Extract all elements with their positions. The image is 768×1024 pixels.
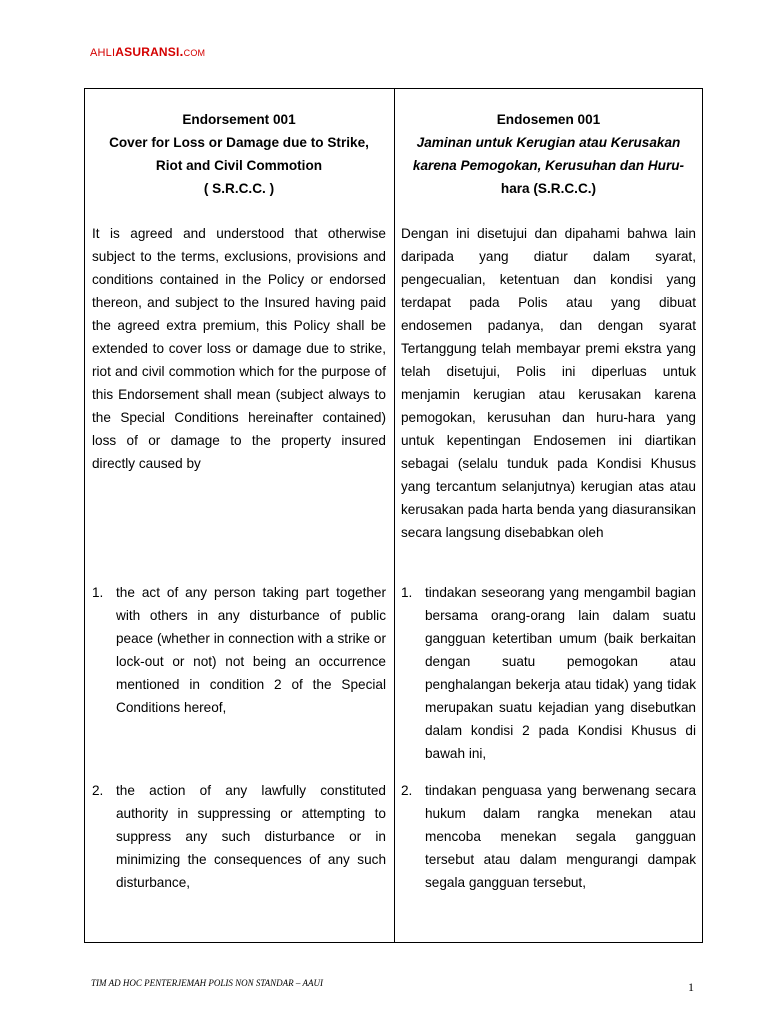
column-divider (394, 89, 395, 942)
item-text: tindakan penguasa yang berwenang secara hukum dalam rangka menekan atau mencoba menekan segala gangguan tersebut atau dalam mengurangi dampak segala gangguan tersebut, (425, 783, 696, 890)
english-heading (92, 89, 386, 200)
english-subtitle-line1: Cover for Loss or Damage due to Strike, (109, 135, 369, 150)
english-item-1 (92, 581, 386, 765)
item-number: 2. (401, 783, 413, 798)
item-text: tindakan seseorang yang mengambil bagian bersama orang-orang lain dalam suatu gangguan ketertiban umum (baik berkaitan dengan suatu pemogokan atau penghalangan bekerja atau tidak) yang tidak merupakan suatu kejadian yang disebutkan dalam kondisi 2 pada Kondisi Khusus di bawah ini, (425, 585, 696, 761)
english-subtitle-line2: Riot and Civil Commotion (155, 158, 323, 173)
logo-dot: . (179, 43, 184, 59)
indonesian-subtitle-line3: hara (S.R.C.C.) (500, 181, 597, 196)
english-body: It is agreed and understood that otherwise subject to the terms, exclusions, provisions and conditions contained in the Policy or endorsed thereon, and subject to the Insured having paid the agreed extra premium, this Policy shall be extended to cover loss or damage due to strike, riot and civil commotion which for the purpose of this Endorsement shall mean (subject always to the Special Conditions hereinafter contained) loss of or damage to the property insured directly caused by (92, 226, 386, 471)
bilingual-table (84, 88, 703, 943)
indonesian-column (401, 89, 696, 894)
logo-part1: AHLI (90, 47, 116, 59)
indonesian-subtitle-line2: karena Pemogokan, Kerusuhan dan Huru- (412, 158, 685, 173)
item-number: 2. (92, 783, 104, 798)
item-number: 1. (401, 585, 413, 600)
item-number: 1. (92, 585, 104, 600)
indonesian-item-1 (401, 581, 696, 765)
english-column (92, 89, 386, 894)
indonesian-subtitle-line1: Jaminan untuk Kerugian atau Kerusakan (416, 135, 681, 150)
item-text: the action of any lawfully constituted authority in suppressing or attempting to suppress any such disturbance or in minimizing the consequences of any such disturbance, (116, 783, 386, 890)
logo-part2: ASURANSI (115, 45, 180, 59)
english-title: Endorsement 001 (182, 112, 296, 127)
footer-text: TIM AD HOC PENTERJEMAH POLIS NON STANDAR – AAUI (91, 978, 323, 988)
site-logo (90, 43, 205, 59)
indonesian-heading (401, 89, 696, 200)
english-item-2 (92, 779, 386, 894)
item-text: the act of any person taking part together with others in any disturbance of public peace (whether in connection with a strike or lock-out or not) not being an occurrence mentioned in condition 2 of the Special Conditions hereof, (116, 585, 386, 715)
indonesian-title: Endosemen 001 (496, 112, 601, 127)
indonesian-item-2 (401, 779, 696, 894)
english-abbrev: ( S.R.C.C. ) (203, 181, 275, 196)
indonesian-body: Dengan ini disetujui dan dipahami bahwa lain daripada yang diatur dalam syarat, pengecualian, ketentuan dan kondisi yang terdapat pada Polis atau yang dibuat endosemen padanya, dan dengan syarat Tertanggung telah membayar premi ekstra yang telah disetujui, Polis ini diperluas untuk menjamin kerugian atau kerusakan karena pemogokan, kerusuhan dan huru-hara yang untuk kepentingan Endosemen ini diartikan sebagai (selalu tunduk pada Kondisi Khusus yang tercantum selanjutnya) kerugian atas atau kerusakan pada harta benda yang diasuransikan secara langsung disebabkan oleh (401, 226, 696, 540)
page-number: 1 (688, 980, 694, 994)
logo-part3: COM (183, 48, 206, 58)
